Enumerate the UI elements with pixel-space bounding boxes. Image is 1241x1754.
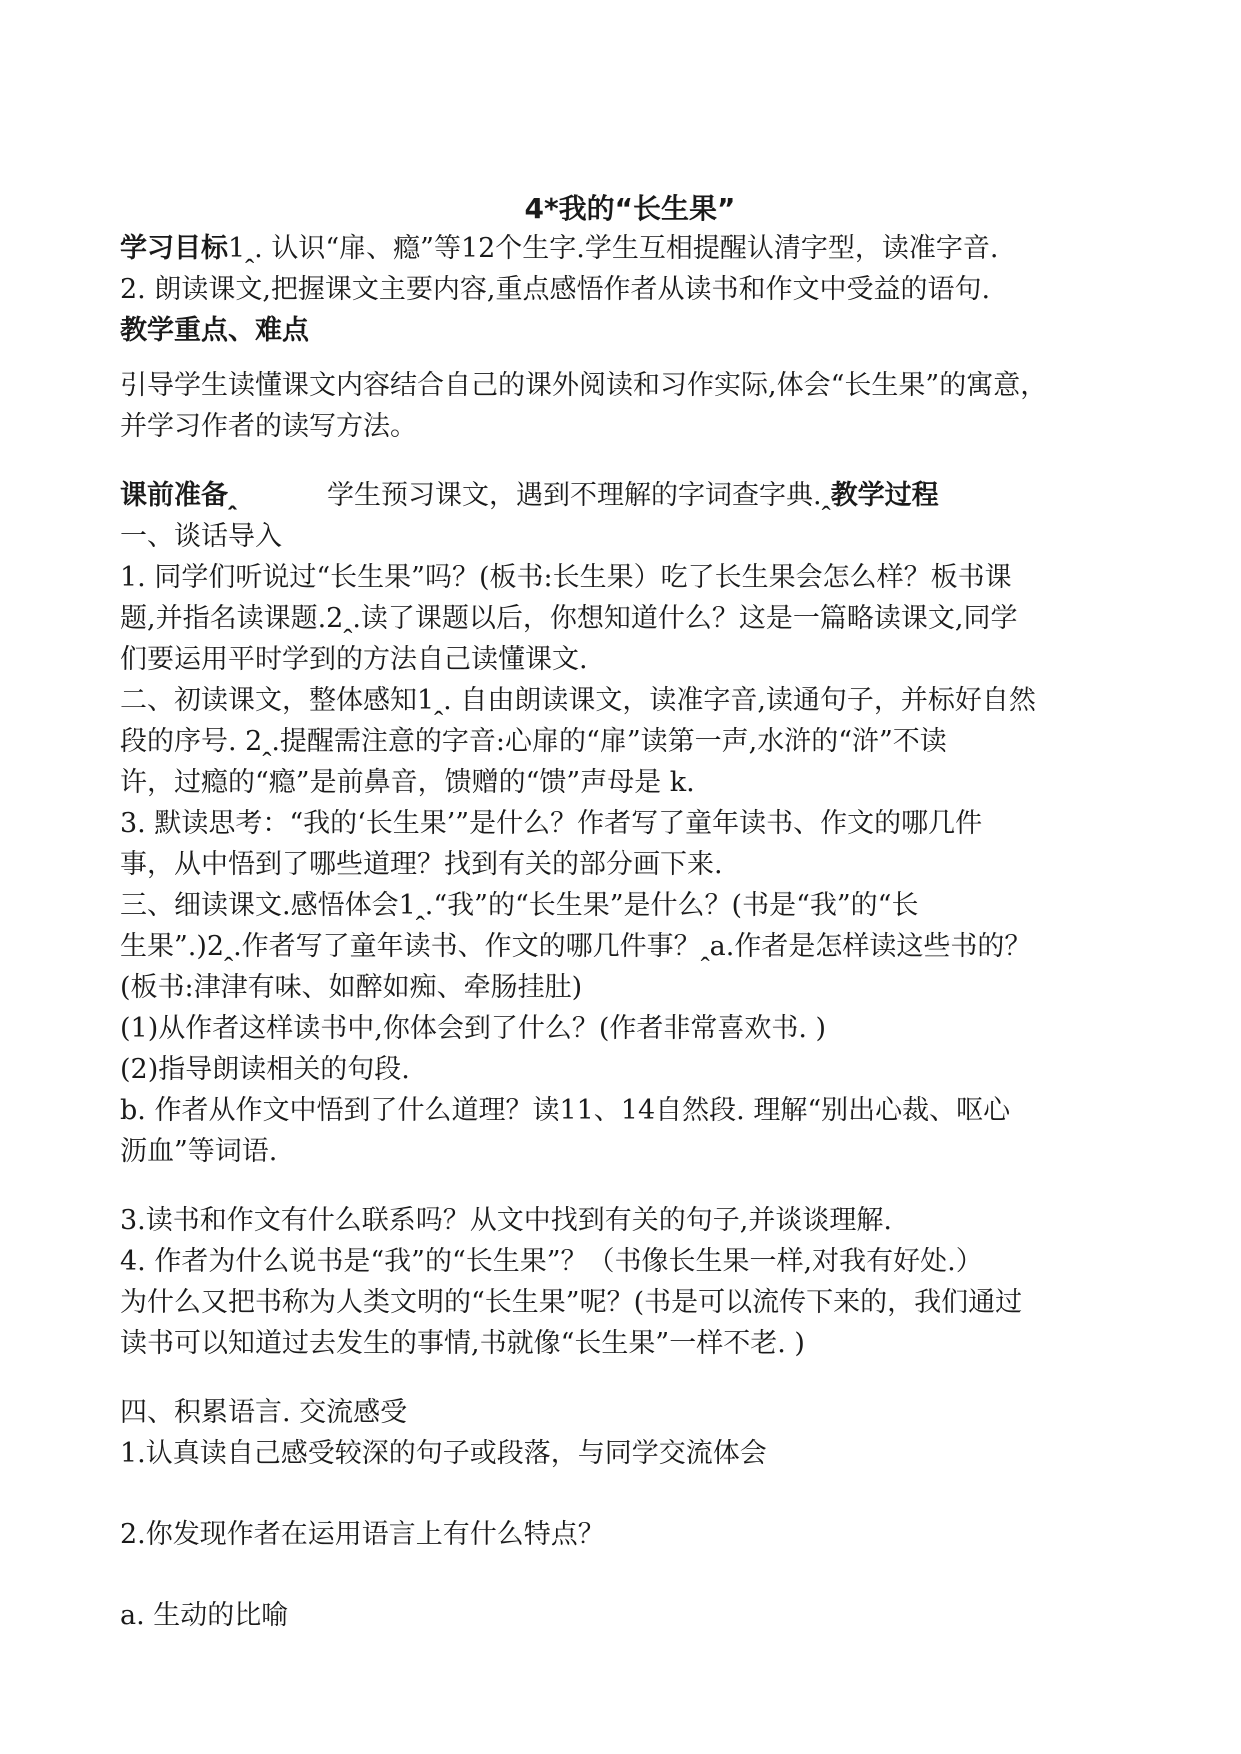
body-line: 沥血”等词语. <box>120 1136 278 1167</box>
body-line: 3. 默读思考：“我的‘长生果’”是什么？作者写了童年读书、作文的哪几件 <box>120 808 983 839</box>
body-line: 题,并指名读课题.2ꞈ.读了课题以后，你想知道什么？这是一篇略读课文,同学 <box>120 603 1018 634</box>
document-page <box>120 190 1140 1636</box>
objectives-line-2: 2. 朗读课文,把握课文主要内容,重点感悟作者从读书和作文中受益的语句. <box>120 274 991 305</box>
section-4-heading: 四、积累语言. 交流感受 <box>120 1397 408 1428</box>
body-line: 二、初读课文，整体感知1ꞈ. 自由朗读课文，读准字音,读通句子，并标好自然 <box>120 685 1036 716</box>
body-line: 3.读书和作文有什么联系吗？从文中找到有关的句子,并谈谈理解. <box>120 1205 892 1236</box>
body-line: 段的序号. 2ꞈ.提醒需注意的字音:心扉的“扉”读第一声,水浒的“浒”不读 <box>120 726 947 757</box>
key-points-label: 教学重点、难点 <box>120 315 309 346</box>
document-title: 4*我的“长生果” <box>524 192 736 225</box>
body-line: 生果”.)2ꞈ.作者写了童年读书、作文的哪几件事？ꞈa.作者是怎样读这些书的？ <box>120 931 1032 962</box>
prep-line <box>120 475 1140 516</box>
section-4-item-2: 2.你发现作者在运用语言上有什么特点？ <box>120 1519 605 1550</box>
body-line: 1. 同学们听说过“长生果”吗？(板书:长生果）吃了长生果会怎么样？板书课 <box>120 562 1012 593</box>
body-line: (1)从作者这样读书中,你体会到了什么？(作者非常喜欢书. ) <box>120 1013 827 1044</box>
body-line: 读书可以知道过去发生的事情,书就像“长生果”一样不老. ) <box>120 1328 805 1359</box>
key-points-line-2: 并学习作者的读写方法。 <box>120 411 417 442</box>
body-line: 事，从中悟到了哪些道理？找到有关的部分画下来. <box>120 849 723 880</box>
section-4-item-1: 1.认真读自己感受较深的句子或段落，与同学交流体会 <box>120 1438 767 1469</box>
body-line: 三、细读课文.感悟体会1ꞈ.“我”的“长生果”是什么？(书是“我”的“长 <box>120 890 919 921</box>
body-line: (板书:津津有味、如醉如痴、牵肠挂肚) <box>120 972 583 1003</box>
objectives-label: 学习目标 <box>120 233 228 264</box>
body-line: (2)指导朗读相关的句段. <box>120 1054 410 1085</box>
prep-text: 学生预习课文，遇到不理解的字词查字典.ꞈ <box>327 480 831 511</box>
body-line: 一、谈话导入 <box>120 521 282 552</box>
body-line: 4. 作者为什么说书是“我”的“长生果”？（书像长生果一样,对我有好处.） <box>120 1246 983 1277</box>
body-line: 许，过瘾的“瘾”是前鼻音，馈赠的“馈”声母是 k. <box>120 767 695 798</box>
section-4-item-a: a. 生动的比喻 <box>120 1600 289 1631</box>
objectives-text-1: 1ꞈ. 认识“扉、瘾”等12个生字.学生互相提醒认清字型，读准字音. <box>228 233 999 264</box>
objectives-line-1 <box>120 228 1140 269</box>
key-points-line-1: 引导学生读懂课文内容结合自己的课外阅读和习作实际,体会“长生果”的寓意， <box>120 370 1048 401</box>
body-line: 为什么又把书称为人类文明的“长生果”呢？(书是可以流传下来的，我们通过 <box>120 1287 1023 1318</box>
prep-label: 课前准备ꞈ <box>120 480 237 511</box>
body-line: b. 作者从作文中悟到了什么道理？读11、14自然段. 理解“别出心裁、呕心 <box>120 1095 1011 1126</box>
process-label: 教学过程 <box>830 480 939 511</box>
body-line: 们要运用平时学到的方法自己读懂课文. <box>120 644 588 675</box>
